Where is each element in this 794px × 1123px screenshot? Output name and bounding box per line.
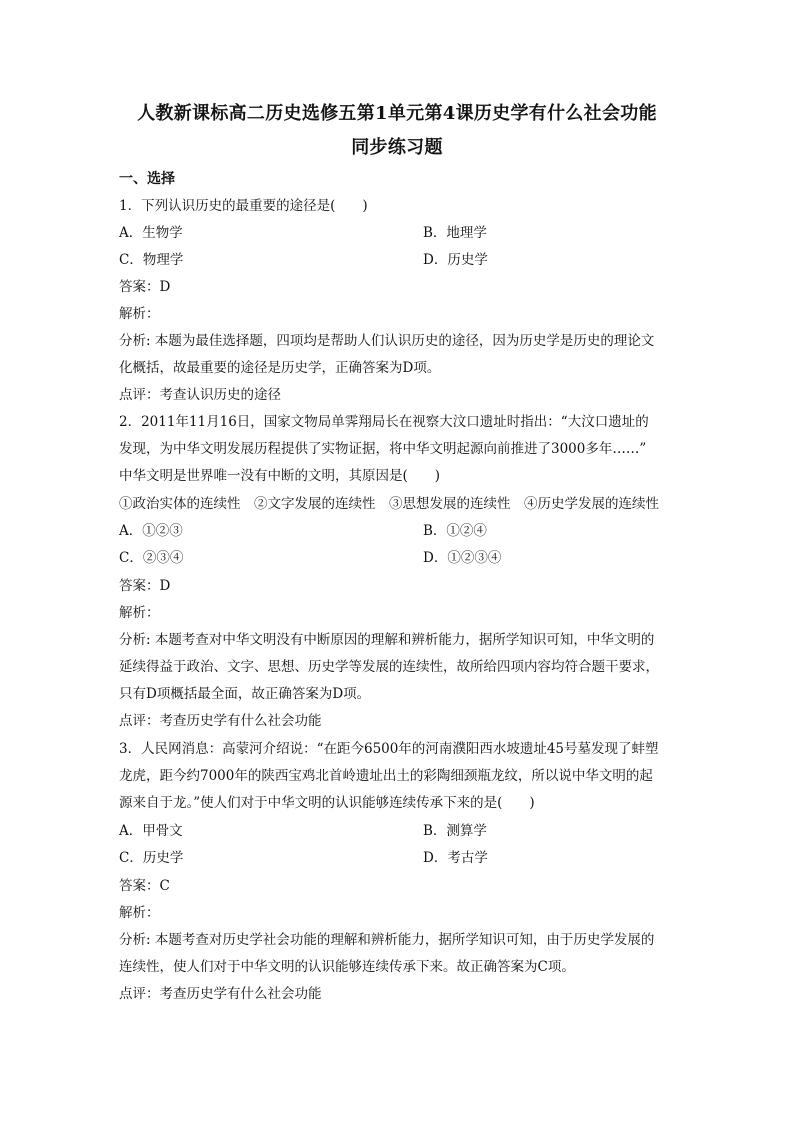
question-1-option-d: D．历史学 [423, 252, 488, 268]
page-subtitle: 同步练习题 [351, 137, 443, 158]
question-3-option-c: C．历史学 [119, 850, 184, 866]
question-2-option-c: C．②③④ [119, 550, 184, 566]
question-3-stem-line-1: 3．人民网消息：高蒙河介绍说：“在距今6500年的河南濮阳西水坡遗址45号墓发现了蚌塑 [119, 741, 659, 757]
section-heading: 一、选择 [119, 171, 175, 187]
question-1-option-c: C．物理学 [119, 252, 184, 268]
question-3-comment: 点评：考查历史学有什么社会功能 [119, 986, 322, 1002]
question-3-stem-line-3: 源来自于龙。”使人们对于中华文明的认识能够连续传承下来的是( ) [119, 795, 535, 811]
question-2-analysis-line-3: 只有D项概括最全面，故正确答案为D项。 [119, 686, 371, 702]
question-2-analysis-label: 解析： [119, 605, 160, 621]
question-2-items: ①政治实体的连续性 ②文字发展的连续性 ③思想发展的连续性 ④历史学发展的连续性 [119, 496, 659, 512]
question-2-analysis-line-1: 分析: 本题考查对中华文明没有中断原因的理解和辨析能力，据所学知识可知，中华文明的 [119, 632, 655, 648]
question-3-stem-line-2: 龙虎，距今约7000年的陕西宝鸡北首岭遗址出土的彩陶细颈瓶龙纹，所以说中华文明的起 [119, 768, 653, 784]
question-2-stem-line-2: 发现，为中华文明发展历程提供了实物证据，将中华文明起源向前推进了3000多年……” [119, 441, 647, 457]
question-2-analysis-line-2: 延续得益于政治、文字、思想、历史学等发展的连续性，故所给四项内容均符合题干要求， [119, 659, 659, 675]
question-2-option-d: D．①②③④ [423, 550, 502, 566]
question-3-answer: 答案：C [119, 878, 170, 894]
question-2-stem-line-3: 中华文明是世界唯一没有中断的文明，其原因是( ) [119, 468, 441, 484]
question-2-answer: 答案：D [119, 578, 171, 594]
question-1-option-a: A．生物学 [119, 225, 183, 241]
question-3-analysis-label: 解析： [119, 905, 160, 921]
question-1-analysis-line-2: 化概括，故最重要的途径是历史学，正确答案为D项。 [119, 360, 441, 376]
question-2-comment: 点评：考查历史学有什么社会功能 [119, 713, 322, 729]
question-2-stem-line-1: 2．2011年11月16日，国家文物局单霁翔局长在视察大汶口遗址时指出：“大汶口遗址的 [119, 414, 649, 430]
question-1-answer: 答案：D [119, 279, 171, 295]
question-1-comment: 点评：考查认识历史的途径 [119, 387, 281, 403]
question-3-analysis-line-1: 分析: 本题考查对历史学社会功能的理解和辨析能力，据所学知识可知，由于历史学发展的 [119, 932, 655, 948]
question-2-option-b: B．①②④ [423, 523, 487, 539]
question-3-analysis-line-2: 连续性，使人们对于中华文明的认识能够连续传承下来。故正确答案为C项。 [119, 959, 575, 975]
question-3-option-d: D．考古学 [423, 850, 488, 866]
question-1-analysis-label: 解析： [119, 306, 160, 322]
page-title: 人教新课标高二历史选修五第1单元第4课历史学有什么社会功能 [137, 103, 657, 124]
question-3-option-b: B．测算学 [423, 823, 487, 839]
question-1-analysis-line-1: 分析: 本题为最佳选择题，四项均是帮助人们认识历史的途径，因为历史学是历史的理论文 [119, 333, 655, 349]
question-3-option-a: A．甲骨文 [119, 823, 183, 839]
question-1-stem: 1．下列认识历史的最重要的途径是( ) [119, 198, 368, 214]
question-1-option-b: B．地理学 [423, 225, 487, 241]
question-2-option-a: A．①②③ [119, 523, 183, 539]
